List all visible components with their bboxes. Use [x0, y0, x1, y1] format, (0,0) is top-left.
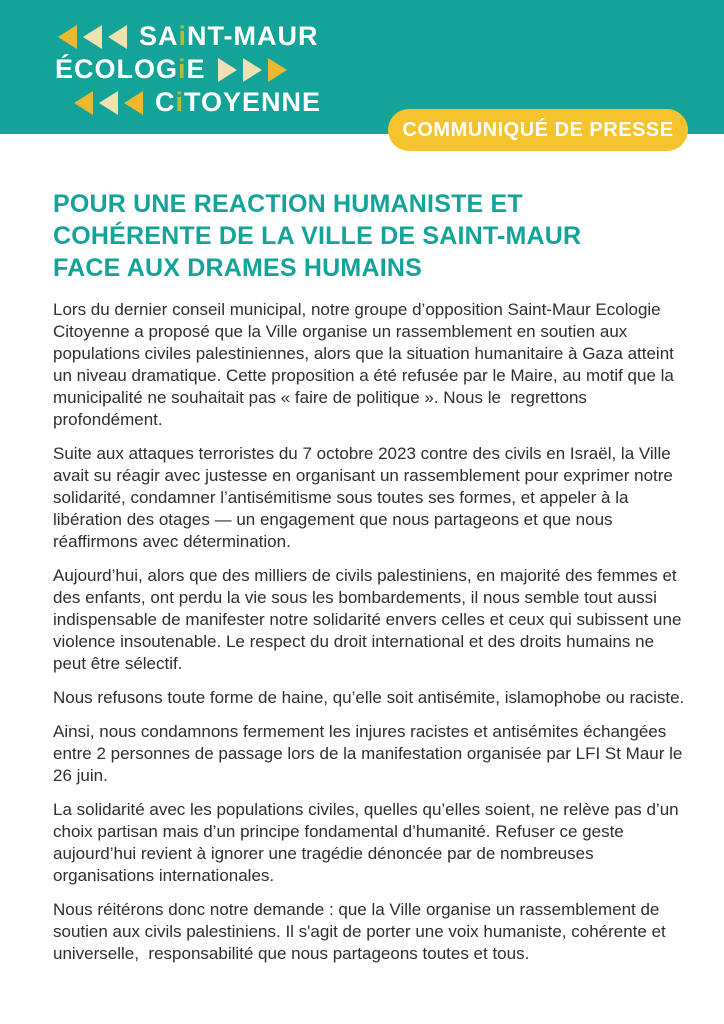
arrow-left-icon — [99, 91, 118, 115]
page-title-line: POUR UNE REACTION HUMANISTE ET — [53, 190, 523, 218]
body-paragraph: Nous réitérons donc notre demande : que la Ville organise un rassemblement de soutien aux civils palestiniens. Il s'agit de porter une voix humaniste, cohérente et universelle, responsabilité que nous partageons toutes et tous. — [53, 900, 671, 963]
logo-text-part: C — [155, 87, 176, 117]
logo-text — [155, 87, 321, 118]
body-paragraph: Ainsi, nous condamnons fermement les injures racistes et antisémites échangées entre 2 personnes de passage lors de la manifestation organisée par LFI St Maur le 26 juin. — [53, 722, 688, 785]
arrow-left-icon — [124, 91, 143, 115]
arrow-right-icon — [268, 58, 287, 82]
logo-accent-letter: i — [175, 87, 185, 117]
logo-arrows-left — [71, 91, 146, 115]
body-paragraph: Nous refusons toute forme de haine, qu’elle soit antisémite, islamophobe ou raciste. — [53, 688, 685, 707]
arrow-left-icon — [74, 91, 93, 115]
page-title — [53, 188, 690, 284]
logo-arrows-right — [215, 58, 290, 82]
press-release-badge-label: COMMUNIQUÉ DE PRESSE — [402, 118, 674, 141]
logo-line-citoyenne — [71, 86, 321, 119]
arrow-right-icon — [218, 58, 237, 82]
logo-text — [139, 21, 319, 52]
logo-text-part: E — [186, 54, 206, 84]
logo-line-ecologie — [55, 53, 321, 86]
arrow-right-icon — [243, 58, 262, 82]
logo-text — [55, 54, 206, 85]
page-title-line: FACE AUX DRAMES HUMAINS — [53, 254, 422, 282]
press-release-text — [53, 299, 690, 965]
page-title-line: COHÉRENTE DE LA VILLE DE SAINT-MAUR — [53, 222, 582, 250]
body-paragraph: La solidarité avec les populations civiles, quelles qu’elles soient, ne relève pas d’un choix partisan mais d’un principe fondamental d’humanité. Refuser ce geste aujourd’hui revient à ignorer une tragédie dénoncée par de nombreuses organisations internationales. — [53, 800, 684, 885]
org-logo — [55, 20, 321, 119]
arrow-left-icon — [83, 25, 102, 49]
logo-accent-letter: i — [178, 21, 188, 51]
logo-text-part: ÉCOLOG — [55, 54, 179, 84]
body-paragraph: Aujourd’hui, alors que des milliers de civils palestiniens, en majorité des femmes et des enfants, ont perdu la vie sous les bombardements, il nous semble tout aussi indispensable de manifester notre solidarité envers celles et ceux qui subissent une violence insoutenable. Le respect du droit international et des droits humains ne peut être sélectif. — [53, 566, 687, 673]
logo-line-saint-maur — [55, 20, 321, 53]
document-body — [0, 134, 724, 977]
logo-text-part: NT-MAUR — [187, 21, 319, 51]
logo-text-part: SA — [139, 21, 179, 51]
logo-text-part: TOYENNE — [184, 87, 322, 117]
arrow-left-icon — [108, 25, 127, 49]
logo-accent-letter: i — [178, 54, 187, 84]
logo-arrows-left — [55, 25, 130, 49]
body-paragraph: Lors du dernier conseil municipal, notre groupe d’opposition Saint-Maur Ecologie Citoyenne a proposé que la Ville organise un rassemblement en soutien aux populations civiles palestiniennes, alors que la situation humanitaire à Gaza atteint un niveau dramatique. Cette proposition a été refusée par le Maire, au motif que la municipalité ne souhaitait pas « faire de politique ». Nous le regrettons profondément. — [53, 300, 679, 429]
body-paragraph: Suite aux attaques terroristes du 7 octobre 2023 contre des civils en Israël, la Ville avait su réagir avec justesse en organisant un rassemblement pour exprimer notre solidarité, condamner l’antisémitisme sous toutes ses formes, et appeler à la libération des otages — un engagement que nous partageons et que nous réaffirmons avec détermination. — [53, 444, 678, 551]
arrow-left-icon — [58, 25, 77, 49]
